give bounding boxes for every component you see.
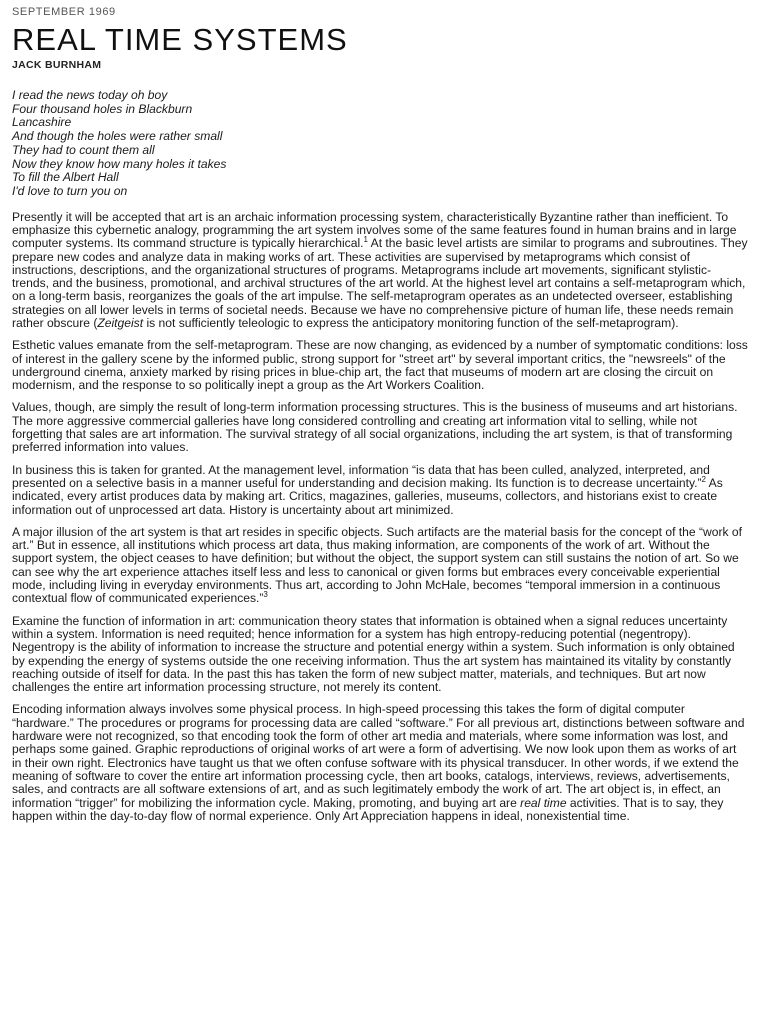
paragraph-text: In business this is taken for granted. At the management level, information “is data that has been culled, analyzed, interpreted, and presented on a selective basis in a manner useful for understanding and decision making. Its function is to decrease uncertainty.” — [12, 462, 710, 490]
body-paragraph-5 — [12, 526, 748, 606]
author-name: JACK BURNHAM — [12, 59, 102, 71]
paragraph-text: As indicated, every artist produces data by making art. Critics, magazines, galleries, museums, collectors, and historians exist to create information out of unprocessed art data. History is uncertainty about art minimized. — [12, 475, 723, 517]
epigraph-line: I'd love to turn you on — [12, 183, 128, 198]
footnote-ref-1[interactable]: 1 — [363, 235, 368, 245]
body-paragraph-4 — [12, 464, 748, 517]
issue-date: SEPTEMBER 1969 — [12, 6, 116, 18]
body-paragraph-2: Esthetic values emanate from the self-metaprogram. These are now changing, as evidenced by a number of symptomatic conditions: loss of interest in the gallery scene by the informed public, strong support for "street art" by several important critics, the "newsreels" of the underground cinema, anxiety marked by rising prices in blue-chip art, the fact that museums of modern art are closing the circuit on modernism, and the response to so politically inept a group as the Art Workers Coalition. — [12, 338, 748, 393]
epigraph-line: I read the news today oh boy — [12, 88, 168, 102]
body-paragraph-3: Values, though, are simply the result of long-term information processing structures. This is the business of museums and art historians. The more aggressive commercial galleries have long considered controlling and creating art information vital to selling, while not forgetting that sales are art information. The survival strategy of all social organizations, including the art system, is that of transforming preferred information into values. — [12, 400, 738, 455]
epigraph-line: Now they know how many holes it takes — [12, 156, 227, 171]
epigraph-line: They had to count them all — [12, 142, 155, 157]
paragraph-text: At the basic level artists are similar to programs and subroutines. They prepare new codes and analyze data in making works of art. These activities are supervised by metaprograms which consist of instructions, descriptions, and the organizational structures of programs. Metaprograms include art movements, significant stylistic-trends, and the business, promotional, and archival structures of the art world. At the highest level art contains a self-metaprogram which, on a long-term basis, reorganizes the goals of the art impulse. The self-metaprogram operates as an undetected overseer, establishing strategies on all lower levels in terms of societal needs. Because we have no comprehensive picture of human life, these needs remain rather obscure ( — [12, 236, 748, 330]
italic-term: real time — [520, 795, 567, 810]
body-paragraph-6: Examine the function of information in art: communication theory states that information is obtained when a signal reduces uncertainty within a system. Information is need requited; hence information for a system has high entropy-reducing potential (negentropy). Negentropy is the ability of information to increase the structure and potential energy within a system. Such information is only obtained by expending the energy of systems outside the one receiving information. Thus the art system has maintained its vitality by constantly reaching outside of itself for data. In the past this has taken the form of new subject matter, materials, and techniques. But art now challenges the entire art information processing structure, not merely its content. — [12, 613, 735, 695]
paragraph-text: Presently it will be accepted that art is an archaic information processing system, characteristically Byzantine rather than inefficient. To emphasize this cybernetic analogy, programming the art system involves some of the same features found in human brains and in large computer systems. Its command structure is typically hierarchical. — [12, 209, 737, 251]
italic-term: Zeitgeist — [97, 316, 144, 330]
epigraph-line: Four thousand holes in Blackburn — [12, 101, 193, 116]
paragraph-text: activities. That is to say, they happen within the day-to-day flow of normal experience. Only Art Appreciation happens in ideal, nonexistential time. — [12, 795, 724, 823]
epigraph-line: And though the holes were rather small — [12, 129, 223, 144]
epigraph-line: Lancashire — [12, 115, 72, 130]
epigraph-line: To fill the Albert Hall — [12, 170, 119, 185]
epigraph — [12, 89, 748, 199]
footnote-ref-3[interactable]: 3 — [263, 590, 268, 600]
paragraph-text: A major illusion of the art system is that art resides in specific objects. Such artifacts are the material basis for the concept of the “work of art.” But in essence, all institutions which process art data, thus making information, are components of the work of art. Without the support system, the object ceases to have definition; but without the object, the support system can still sustains the notion of art. So we can see why the art experience attaches itself less and less to canonical or given forms but embraces every conceivable experiential mode, including living in everyday environments. Thus art, according to John McHale, becomes “temporal immersion in a continuous contextual flow of communicated experiences.” — [12, 524, 742, 606]
paragraph-text: Encoding information always involves some physical process. In high-speed processing this takes the form of digital computer “hardware.” The procedures or programs for processing data are called “software.” For all previous art, distinctions between software and hardware were not recognized, so that encoding took the form of other art media and materials, where some information was lost, and perhaps some gained. Graphic reproductions of original works of art were a form of advertising. We now look upon them as works of art in their own right. Electronics have taught us that we often confuse software with its physical transducer. In other words, if we extend the meaning of software to cover the entire art information processing cycle, then art books, catalogs, interviews, reviews, advertisements, sales, and contracts are all software extensions of art, and as such legitimately embody the work of art. The art object is, in effect, an information “trigger” for mobilizing the information cycle. Making, promoting, and buying art are — [12, 702, 745, 810]
paragraph-text: is not sufficiently teleologic to express the anticipatory monitoring function of the self-metaprogram). — [143, 316, 679, 330]
body-paragraph-7 — [12, 703, 748, 823]
body-paragraph-1 — [12, 211, 748, 331]
footnote-ref-2[interactable]: 2 — [701, 474, 706, 484]
article-title: REAL TIME SYSTEMS — [12, 22, 348, 57]
